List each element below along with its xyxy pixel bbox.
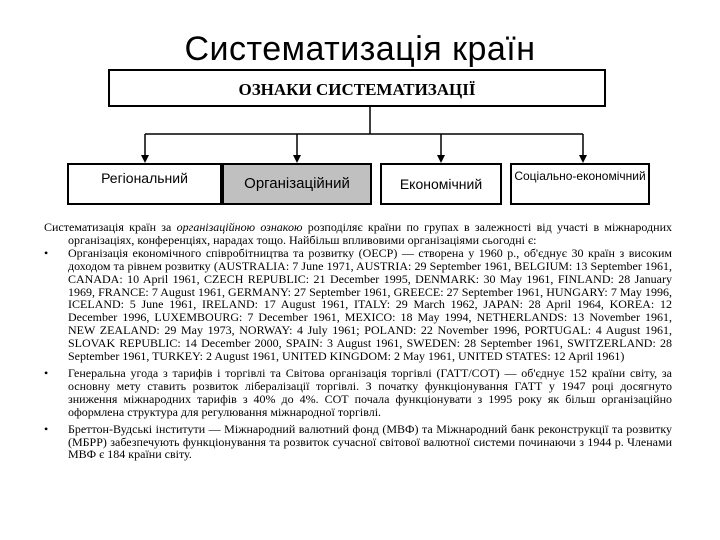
arrow-socioeconomic <box>579 155 587 163</box>
bullet-icon: • <box>44 245 49 260</box>
intro-italic-term: організаційною ознакою <box>176 220 303 234</box>
arrow-economic <box>437 155 445 163</box>
bullet-icon: • <box>44 365 49 380</box>
category-economic: Економічний <box>380 163 502 205</box>
intro-text-start: Систематизація країн за <box>44 220 177 234</box>
list-item-gatt-wto <box>44 367 672 419</box>
arrow-regional <box>141 155 149 163</box>
list-item-bretton-woods <box>44 423 672 462</box>
page-title: Систематизація країн <box>184 30 536 68</box>
list-item-text: Бреттон-Вудські інститути — Міжнародний валютний фонд (МВФ) та Міжнародний банк реконструкції та розвитку (МБРР) забезпечують функціонування та розвиток сучасної світової валютної системи починаючи з 1944 р. Членами МВФ є 184 країни світу. <box>68 421 672 462</box>
body-text <box>44 221 672 461</box>
bullet-icon: • <box>44 421 49 436</box>
category-socioeconomic <box>510 163 650 205</box>
intro-paragraph <box>44 221 672 247</box>
intro-text-end: розподіляє країни по групах в залежності від участі в міжнародних організаціях, конференціях, нарадах тощо. Найбільш впливовими організаціями сьогодні є: <box>68 220 672 247</box>
header-box: ОЗНАКИ СИСТЕМАТИЗАЦІЇ <box>108 69 606 107</box>
list-item-oecd <box>44 247 672 363</box>
category-organizational: Організаційний <box>222 163 372 205</box>
list-item-text: Генеральна угода з тарифів і торгівлі та Світова організація торгівлі (ГАТТ/СОТ) — об'єднує 152 країни світу, за основну мету ставить розвиток лібералізації торгівлі. З початку функціонування ГАТТ у 1947 році досягнуто зниження міжнародних тарифів з 40% до 4%. СОТ почала функціонувати з 1995 року як більш організаційно оформлена структура для регулювання міжнародної торгівлі. <box>68 365 672 419</box>
arrow-organizational <box>293 155 301 163</box>
category-regional: Регіональний <box>67 163 222 205</box>
list-item-text: Організація економічного співробітництва та розвитку (OECP) — створена у 1960 р., об'єднує 30 країн з високим доходом та рівнем розвитку (AUSTRALIA: 7 June 1971, AUSTRIA: 29 September 1961, BELGIUM: 13 September 1961, CANADA: 10 April 1961, CZECH REPUBLIC: 21 December 1995, DENMARK: 30 May 1961, FINLAND: 28 January 1969, FRANCE: 7 August 1961, GERMANY: 27 September 1961, GREECE: 27 September 1961, HUNGARY: 7 May 1996, ICELAND: 5 June 1961, IRELAND: 17 August 1961, ITALY: 29 March 1962, JAPAN: 28 April 1964, KOREA: 12 December 1996, LUXEMBOURG: 7 December 1961, MEXICO: 18 May 1994, NETHERLANDS: 13 November 1961, NEW ZEALAND: 29 May 1973, NORWAY: 4 July 1961; POLAND: 22 November 1996, PORTUGAL: 4 August 1961, SLOVAK REPUBLIC: 14 December 2000, SPAIN: 3 August 1961, SWEDEN: 28 September 1961, SWITZERLAND: 28 September 1961, TURKEY: 2 August 1961, UNITED KINGDOM: 2 May 1961, UNITED STATES: 12 April 1961) <box>68 245 672 364</box>
category-socioeconomic-label: Соціально-економічний <box>514 169 646 183</box>
